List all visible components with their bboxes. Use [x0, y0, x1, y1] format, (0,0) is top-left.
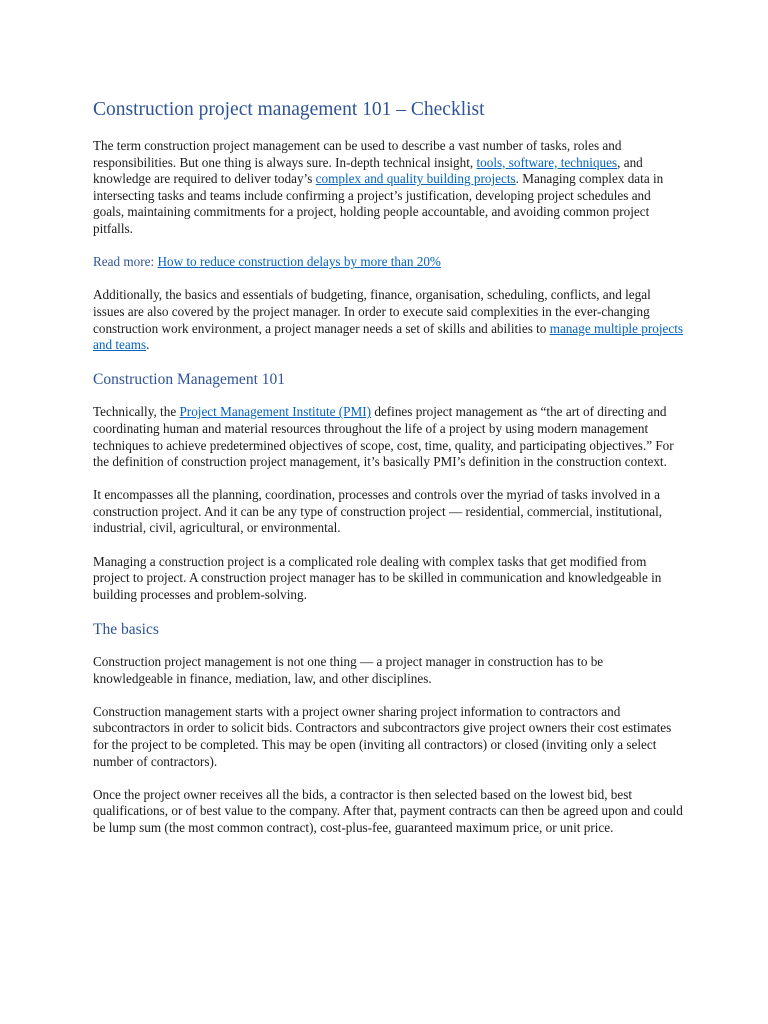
pmi-text-2: defines project management as “the art of directing and coordinating human and material resources throughout the life of a project by using modern management techniques to achieve predetermined objectives of scope, cost, time, quality, and participating objectives.” For the definition of construction project management, it’s basically PMI’s definition in the construction context. — [93, 404, 674, 470]
intro-paragraph — [93, 138, 683, 238]
basics-essentials-text-1: Additionally, the basics and essentials of budgeting, finance, organisation, scheduling, conflicts, and legal issues are also covered by the project manager. In order to execute said complexities in the ever-changing construction work environment, a project manager needs a set of skills and abilities to — [93, 287, 651, 336]
basics-essentials-text-2: . — [146, 337, 150, 353]
basics-essentials-paragraph — [93, 287, 683, 353]
reduce-delays-link[interactable]: How to reduce construction delays by more than 20% — [157, 254, 441, 270]
intro-text-2: , and knowledge are required to deliver today’s — [93, 154, 643, 187]
pmi-text-1: Technically, the — [93, 404, 180, 420]
read-more-paragraph — [93, 254, 683, 271]
intro-text-3: . Managing complex data in intersecting tasks and teams include confirming a project’s justification, developing project schedules and goals, maintaining commitments for a project, holding people accountable, and avoiding common project pitfalls. — [93, 171, 664, 236]
pmi-definition-paragraph — [93, 404, 683, 470]
manage-multiple-projects-link[interactable]: manage multiple projects and teams — [93, 320, 683, 353]
read-more-label: Read more: — [93, 254, 158, 270]
intro-text-1: The term construction project management can be used to describe a vast number of tasks, roles and responsibilities. But one thing is always sure. In-depth technical insight, — [93, 138, 622, 170]
encompasses-paragraph: It encompasses all the planning, coordination, processes and controls over the myriad of tasks involved in a construction project. And it can be any type of construction project — residential, commercial, institutional, industrial, civil, agricultural, or environmental. — [93, 487, 663, 536]
managing-project-paragraph: Managing a construction project is a complicated role dealing with complex tasks that get modified from project to project. A construction project manager has to be skilled in communication and knowledgeable in building processes and problem-solving. — [93, 553, 662, 602]
pmi-link[interactable]: Project Management Institute (PMI) — [179, 404, 372, 420]
project-owner-bids-paragraph: Construction management starts with a project owner sharing project information to contractors and subcontractors in order to solicit bids. Contractors and subcontractors give project owners their cost estimates for the project to be completed. This may be open (inviting all contractors) or closed (inviting only a select number of contractors). — [93, 703, 672, 769]
tools-software-techniques-link[interactable]: tools, software, techniques — [476, 154, 618, 170]
section-heading-the-basics: The basics — [93, 621, 159, 639]
not-one-thing-paragraph: Construction project management is not one thing — a project manager in construction has to be knowledgeable in finance, mediation, law, and other disciplines. — [93, 654, 604, 686]
document-page — [93, 98, 683, 853]
complex-quality-building-projects-link[interactable]: complex and quality building projects — [315, 171, 516, 187]
section-heading-construction-management-101: Construction Management 101 — [93, 371, 285, 389]
contract-selection-paragraph: Once the project owner receives all the bids, a contractor is then selected based on the lowest bid, best qualifications, or of best value to the company. After that, payment contracts can then be agreed upon and could be lump sum (the most common contract), cost-plus-fee, guaranteed maximum price, or unit price. — [93, 786, 683, 835]
page-title: Construction project management 101 – Checklist — [93, 99, 485, 120]
